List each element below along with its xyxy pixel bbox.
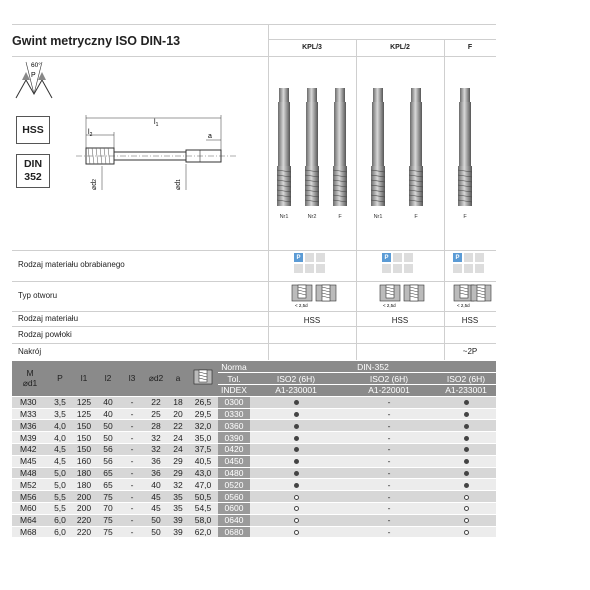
cell-m: M33 xyxy=(12,408,48,420)
cell-value: 5,0 xyxy=(48,467,72,479)
divider-r3 xyxy=(12,326,496,327)
cell-value: - xyxy=(120,444,144,456)
tap-label: F xyxy=(338,214,342,220)
cell-value: 75 xyxy=(96,514,120,526)
cell-value: 125 xyxy=(72,408,96,420)
cell-value: - xyxy=(120,432,144,444)
cell-value: 5,5 xyxy=(48,491,72,503)
cell-value: - xyxy=(120,514,144,526)
cell-availability xyxy=(436,455,496,467)
svg-text:< 2,5d: < 2,5d xyxy=(383,303,396,308)
angle-label: 60° xyxy=(31,62,41,69)
header-thread-icon xyxy=(188,361,218,396)
material-group-f: P xyxy=(453,253,484,274)
table-row xyxy=(12,503,496,515)
header-col: ⌀d2 xyxy=(144,361,168,396)
cell-value: 45 xyxy=(144,503,168,515)
cell-value: 180 xyxy=(72,467,96,479)
cell-value: 160 xyxy=(72,455,96,467)
table-row xyxy=(12,396,496,408)
divider-r2 xyxy=(12,311,496,312)
col-header-kpl2: KPL/2 xyxy=(390,44,410,51)
available-dot-icon xyxy=(294,400,299,405)
on-request-circle-icon xyxy=(464,518,469,523)
cell-value: 50 xyxy=(96,432,120,444)
material-group-kpl3: P xyxy=(294,253,325,274)
tap-image-kpl2-f xyxy=(406,88,426,212)
cell-code: 0680 xyxy=(218,526,250,538)
tap-label: Nr1 xyxy=(373,214,383,220)
cell-availability xyxy=(436,408,496,420)
cell-value: 43,0 xyxy=(188,467,218,479)
cell-availability: - xyxy=(342,479,436,491)
tap-image-kpl3-f xyxy=(330,88,350,212)
cell-value: 40 xyxy=(96,396,120,408)
cell-availability xyxy=(436,467,496,479)
cell-value: 26,5 xyxy=(188,396,218,408)
cell-value: 70 xyxy=(96,503,120,515)
cell-value: 56 xyxy=(96,455,120,467)
available-dot-icon xyxy=(294,471,299,476)
cell-availability: - xyxy=(342,526,436,538)
material-kpl3: HSS xyxy=(303,316,321,325)
cell-m: M39 xyxy=(12,432,48,444)
cell-m: M30 xyxy=(12,396,48,408)
tap-image-kpl3-nr2 xyxy=(302,88,322,212)
cell-availability xyxy=(436,432,496,444)
cell-value: 18 xyxy=(168,396,188,408)
row-label-material-worked: Rodzaj materiału obrabianego xyxy=(18,260,125,269)
cell-value: - xyxy=(120,396,144,408)
cell-value: - xyxy=(120,455,144,467)
cell-value: 32,0 xyxy=(188,420,218,432)
header-m-label: M xyxy=(26,367,34,378)
svg-text:< 2,5d: < 2,5d xyxy=(457,303,470,308)
svg-text:l2: $l_2$ xyxy=(88,129,93,138)
cell-value: 56 xyxy=(96,444,120,456)
index-value: A1-233001 xyxy=(436,385,496,397)
cell-availability xyxy=(250,432,342,444)
cell-value: - xyxy=(120,491,144,503)
header-col: a xyxy=(168,361,188,396)
col-header-kpl3: KPL/3 xyxy=(302,44,322,51)
tap-size-table xyxy=(12,361,496,538)
cell-availability xyxy=(436,503,496,515)
cell-value: 29 xyxy=(168,455,188,467)
cell-value: 29,5 xyxy=(188,408,218,420)
tap-label: Nr1 xyxy=(279,214,289,220)
cell-value: 6,0 xyxy=(48,514,72,526)
cell-availability xyxy=(436,514,496,526)
cell-value: 150 xyxy=(72,432,96,444)
table-row xyxy=(12,467,496,479)
cell-m: M56 xyxy=(12,491,48,503)
cell-value: 39 xyxy=(168,526,188,538)
table-row xyxy=(12,420,496,432)
cell-value: 3,5 xyxy=(48,396,72,408)
cell-value: 35 xyxy=(168,491,188,503)
header-col: l2 xyxy=(96,361,120,396)
divider-r1 xyxy=(12,281,496,282)
tap-image-kpl3-nr1 xyxy=(274,88,294,212)
cell-value: 25 xyxy=(144,408,168,420)
hole-type-icon xyxy=(403,284,425,308)
cell-availability xyxy=(436,420,496,432)
material-kpl2: HSS xyxy=(391,316,409,325)
cell-value: 54,5 xyxy=(188,503,218,515)
tap-image-kpl2-nr1 xyxy=(368,88,388,212)
on-request-circle-icon xyxy=(294,530,299,535)
cell-value: 32 xyxy=(168,479,188,491)
available-dot-icon xyxy=(464,412,469,417)
available-dot-icon xyxy=(294,447,299,452)
cell-availability: - xyxy=(342,514,436,526)
norma-value: DIN-352 xyxy=(250,361,496,373)
cell-value: 75 xyxy=(96,526,120,538)
available-dot-icon xyxy=(464,471,469,476)
din-box: DIN 352 xyxy=(16,154,50,188)
available-dot-icon xyxy=(464,459,469,464)
cell-value: - xyxy=(120,408,144,420)
cell-availability: - xyxy=(342,503,436,515)
cell-m: M42 xyxy=(12,444,48,456)
cell-value: 40 xyxy=(144,479,168,491)
cell-value: 220 xyxy=(72,514,96,526)
divider-header xyxy=(268,39,496,40)
available-dot-icon xyxy=(464,400,469,405)
cell-code: 0450 xyxy=(218,455,250,467)
cell-value: - xyxy=(120,420,144,432)
cell-availability xyxy=(436,396,496,408)
cell-code: 0600 xyxy=(218,503,250,515)
cell-m: M64 xyxy=(12,514,48,526)
cell-value: 180 xyxy=(72,479,96,491)
svg-text:< 2,5d: < 2,5d xyxy=(295,303,308,308)
table-row xyxy=(12,444,496,456)
header-d1-label: ⌀d1 xyxy=(22,377,38,388)
cell-value: 35,0 xyxy=(188,432,218,444)
row-label-nakroj: Nakrój xyxy=(18,347,42,356)
tap-image-f xyxy=(455,88,475,212)
cell-availability: - xyxy=(342,408,436,420)
cell-value: 29 xyxy=(168,467,188,479)
cell-value: 36 xyxy=(144,467,168,479)
svg-text:⌀d2: ⌀d2 xyxy=(91,179,98,190)
available-dot-icon xyxy=(464,447,469,452)
on-request-circle-icon xyxy=(464,495,469,500)
cell-availability xyxy=(250,479,342,491)
cell-availability xyxy=(250,503,342,515)
cell-value: 5,0 xyxy=(48,479,72,491)
cell-value: 6,0 xyxy=(48,526,72,538)
cell-value: 35 xyxy=(168,503,188,515)
cell-availability: - xyxy=(342,396,436,408)
cell-code: 0520 xyxy=(218,479,250,491)
table-row xyxy=(12,491,496,503)
cell-value: 50 xyxy=(144,514,168,526)
table-row xyxy=(12,455,496,467)
hss-box: HSS xyxy=(16,116,50,144)
cell-availability xyxy=(250,491,342,503)
divider-images xyxy=(12,250,496,251)
cell-m: M45 xyxy=(12,455,48,467)
svg-text:⌀d1: ⌀d1 xyxy=(175,179,182,190)
table-row xyxy=(12,526,496,538)
cell-availability xyxy=(250,420,342,432)
norma-label: Norma xyxy=(218,361,250,373)
tap-drawing xyxy=(76,110,236,200)
p-label: P xyxy=(31,72,36,79)
cell-value: 20 xyxy=(168,408,188,420)
thread-angle-icon xyxy=(14,58,54,100)
cell-availability xyxy=(250,396,342,408)
hole-type-icon xyxy=(470,284,492,308)
on-request-circle-icon xyxy=(464,506,469,511)
cell-availability xyxy=(436,526,496,538)
cell-availability xyxy=(436,444,496,456)
cell-availability xyxy=(250,455,342,467)
cell-code: 0420 xyxy=(218,444,250,456)
tolerance-value: ISO2 (6H) xyxy=(342,373,436,385)
divider-r4 xyxy=(12,343,496,344)
cell-value: 40,5 xyxy=(188,455,218,467)
cell-availability xyxy=(250,514,342,526)
tol-label: Tol. xyxy=(218,373,250,385)
divider-title xyxy=(12,56,496,57)
table-row xyxy=(12,408,496,420)
cell-availability: - xyxy=(342,491,436,503)
hole-type-icon xyxy=(315,284,337,308)
cell-value: 22 xyxy=(168,420,188,432)
cell-availability: - xyxy=(342,444,436,456)
available-dot-icon xyxy=(464,436,469,441)
header-col: P xyxy=(48,361,72,396)
available-dot-icon xyxy=(294,459,299,464)
cell-value: 50 xyxy=(144,526,168,538)
cell-value: 40 xyxy=(96,408,120,420)
available-dot-icon xyxy=(464,424,469,429)
tolerance-value: ISO2 (6H) xyxy=(250,373,342,385)
cell-value: 50 xyxy=(96,420,120,432)
cell-value: - xyxy=(120,467,144,479)
tap-label: F xyxy=(414,214,418,220)
available-dot-icon xyxy=(294,436,299,441)
cell-code: 0360 xyxy=(218,420,250,432)
tolerance-value: ISO2 (6H) xyxy=(436,373,496,385)
on-request-circle-icon xyxy=(294,518,299,523)
cell-value: 62,0 xyxy=(188,526,218,538)
cell-m: M52 xyxy=(12,479,48,491)
cell-availability xyxy=(250,526,342,538)
cell-code: 0480 xyxy=(218,467,250,479)
cell-m: M36 xyxy=(12,420,48,432)
cell-availability xyxy=(250,467,342,479)
cell-value: 4,5 xyxy=(48,455,72,467)
cell-value: 65 xyxy=(96,479,120,491)
cell-availability xyxy=(250,444,342,456)
cell-value: 5,5 xyxy=(48,503,72,515)
cell-value: 50,5 xyxy=(188,491,218,503)
cell-value: 36 xyxy=(144,455,168,467)
cell-value: 65 xyxy=(96,467,120,479)
cell-value: 24 xyxy=(168,444,188,456)
cell-availability: - xyxy=(342,420,436,432)
hole-type-icon xyxy=(379,284,401,308)
cell-value: 150 xyxy=(72,444,96,456)
cell-code: 0300 xyxy=(218,396,250,408)
cell-value: 24 xyxy=(168,432,188,444)
material-f: HSS xyxy=(461,316,479,325)
col-header-f: F xyxy=(467,44,473,51)
top-border xyxy=(12,24,496,25)
page-title: Gwint metryczny ISO DIN-13 xyxy=(12,34,181,48)
cell-value: 58,0 xyxy=(188,514,218,526)
cell-value: 39 xyxy=(168,514,188,526)
cell-value: 4,5 xyxy=(48,444,72,456)
on-request-circle-icon xyxy=(464,530,469,535)
table-row xyxy=(12,479,496,491)
cell-value: 45 xyxy=(144,491,168,503)
nakroj-f: ~2P xyxy=(462,347,478,356)
cell-value: - xyxy=(120,526,144,538)
cell-m: M60 xyxy=(12,503,48,515)
cell-availability xyxy=(250,408,342,420)
available-dot-icon xyxy=(294,412,299,417)
available-dot-icon xyxy=(294,483,299,488)
material-group-kpl2: P xyxy=(382,253,413,274)
cell-value: 220 xyxy=(72,526,96,538)
cell-value: 200 xyxy=(72,491,96,503)
cell-value: 125 xyxy=(72,396,96,408)
index-value: A1-220001 xyxy=(342,385,436,397)
hole-type-icon xyxy=(291,284,313,308)
cell-m: M48 xyxy=(12,467,48,479)
tap-label: Nr2 xyxy=(307,214,317,220)
row-label-coating: Rodzaj powłoki xyxy=(18,330,72,339)
header-m xyxy=(12,361,48,396)
available-dot-icon xyxy=(294,424,299,429)
cell-value: 37,5 xyxy=(188,444,218,456)
cell-value: 32 xyxy=(144,432,168,444)
cell-value: 28 xyxy=(144,420,168,432)
svg-text:a: a xyxy=(208,133,212,140)
cell-value: - xyxy=(120,503,144,515)
cell-code: 0390 xyxy=(218,432,250,444)
cell-code: 0560 xyxy=(218,491,250,503)
available-dot-icon xyxy=(464,483,469,488)
svg-text:l1: $l_1$ xyxy=(154,119,159,128)
cell-m: M68 xyxy=(12,526,48,538)
cell-value: 75 xyxy=(96,491,120,503)
cell-value: 4,0 xyxy=(48,420,72,432)
row-label-material: Rodzaj materiału xyxy=(18,314,79,323)
cell-value: 3,5 xyxy=(48,408,72,420)
cell-code: 0330 xyxy=(218,408,250,420)
header-col: l3 xyxy=(120,361,144,396)
cell-value: 4,0 xyxy=(48,432,72,444)
cell-value: 47,0 xyxy=(188,479,218,491)
cell-availability xyxy=(436,479,496,491)
cell-availability xyxy=(436,491,496,503)
cell-value: 200 xyxy=(72,503,96,515)
index-label: INDEX xyxy=(218,385,250,397)
on-request-circle-icon xyxy=(294,506,299,511)
cell-availability: - xyxy=(342,467,436,479)
index-value: A1-230001 xyxy=(250,385,342,397)
cell-value: - xyxy=(120,479,144,491)
cell-value: 22 xyxy=(144,396,168,408)
table-row xyxy=(12,432,496,444)
cell-availability: - xyxy=(342,432,436,444)
v-divider-main xyxy=(268,24,269,360)
cell-availability: - xyxy=(342,455,436,467)
cell-value: 150 xyxy=(72,420,96,432)
header-col: l1 xyxy=(72,361,96,396)
row-label-hole-type: Typ otworu xyxy=(18,291,58,300)
cell-value: 32 xyxy=(144,444,168,456)
on-request-circle-icon xyxy=(294,495,299,500)
tap-label: F xyxy=(463,214,467,220)
table-row xyxy=(12,514,496,526)
cell-code: 0640 xyxy=(218,514,250,526)
